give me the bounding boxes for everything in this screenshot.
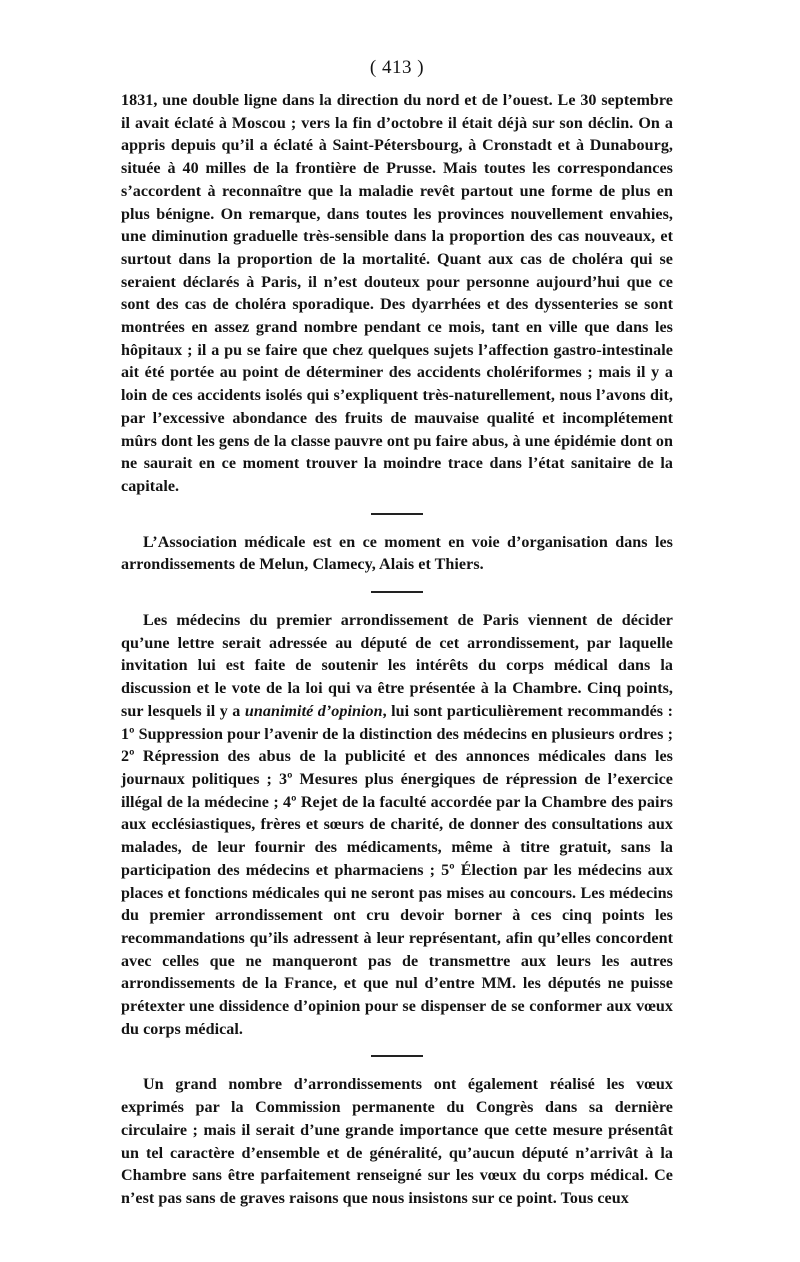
paragraph-cholera-report: 1831, une double ligne dans la direction du nord et de l’ouest. Le 30 septembre il avait éclaté à Moscou ; vers la fin d’octobre il était déjà sur son déclin. On a appris depuis qu’il a éclaté à Saint-Pétersbourg, à Cronstadt et à Dunabourg, située à 40 milles de la frontière de Prusse. Mais toutes les correspondances s’accordent à reconnaître que la maladie revêt partout une forme de plus en plus bénigne. On remarque, dans toutes les provinces nouvellement envahies, une diminution graduelle très-sensible dans la proportion des cas nouveaux, et surtout dans la proportion de la mortalité. Quant aux cas de choléra qui se seraient déclarés à Paris, il n’est douteux pour personne aujourd’hui que ce sont des cas de choléra sporadique. Des dyarrhées et des dyssenteries se sont montrées en assez grand nombre pendant ce mois, tant en ville que dans les hôpitaux ; il a pu se faire que chez quelques sujets l’affection gastro-intestinale ait été portée au point de déterminer des accidents cholériformes ; mais il y a loin de ces accidents isolés qui s’expliquent très-naturellement, nous l’avons dit, par l’excessive abondance des fruits de mauvaise qualité et incomplétement mûrs dont les gens de la classe pauvre ont pu faire abus, à une épidémie dont on ne saurait en ce moment trouver la moindre trace dans l’état sanitaire de la capitale.: [121, 92, 673, 495]
page-number: ( 413 ): [369, 57, 425, 78]
section-divider: [371, 1055, 423, 1057]
paragraph-text: , lui sont particulièrement recommandés : 1º Suppression pour l’avenir de la distinction des médecins en plusieurs ordres ; 2º Répression des abus de la publicité et des annonces médicales dans les journaux politiques ; 3º Mesures plus énergiques de répression de l’exercice illégal de la médecine ; 4º Rejet de la faculté accordée par la Chambre des pairs aux ecclésiastiques, frères et sœurs de charité, de donner des consultations aux malades, de leur fournir des médicaments, même à titre gratuit, sans la participation des médecins et pharmaciens ; 5º Élection par les médecins aux places et fonctions médicales qui ne seront pas mises au concours. Les médecins du premier arrondissement ont cru devoir borner à ces cinq points les recommandations qu’ils adressent à leur représentant, afin qu’elles concordent avec celles que ne manqueront pas de transmettre aux leurs les autres arrondissements de la France, et que nul d’entre MM. les députés ne puisse prétexter une dissidence d’opinion pour se dispenser de se conformer aux vœux du corps médical.: [121, 702, 673, 1038]
paragraph-text: Les médecins du premier arrondissement de Paris viennent de décider qu’une lettre serait adressée au député de cet arrondissement, par laquelle invitation lui est faite de soutenir les intérêts du corps médical dans la discussion et le vote de la loi qui va être présentée à la Chambre. Cinq points, sur lesquels il y a: [121, 612, 673, 720]
document-page: [121, 56, 673, 1211]
paragraph-association-medicale: L’Association médicale est en ce moment en voie d’organisation dans les arrondissements de Melun, Clamecy, Alais et Thiers.: [121, 533, 673, 574]
paragraph-arrondissements: Un grand nombre d’arrondissements ont également réalisé les vœux exprimés par la Commission permanente du Congrès dans sa dernière circulaire ; mais il serait d’une grande importance que cette mesure présentât un tel caractère d’ensemble et de généralité, qu’aucun député n’arrivât à la Chambre sans être parfaitement renseigné sur les vœux du corps médical. Ce n’est pas sans de graves raisons que nous insistons sur ce point. Tous ceux: [121, 1076, 673, 1207]
italic-phrase: unanimité d’opinion: [244, 702, 383, 720]
section-divider: [371, 591, 423, 593]
paragraph-premier-arrondissement: [121, 610, 673, 1041]
section-divider: [371, 513, 423, 515]
